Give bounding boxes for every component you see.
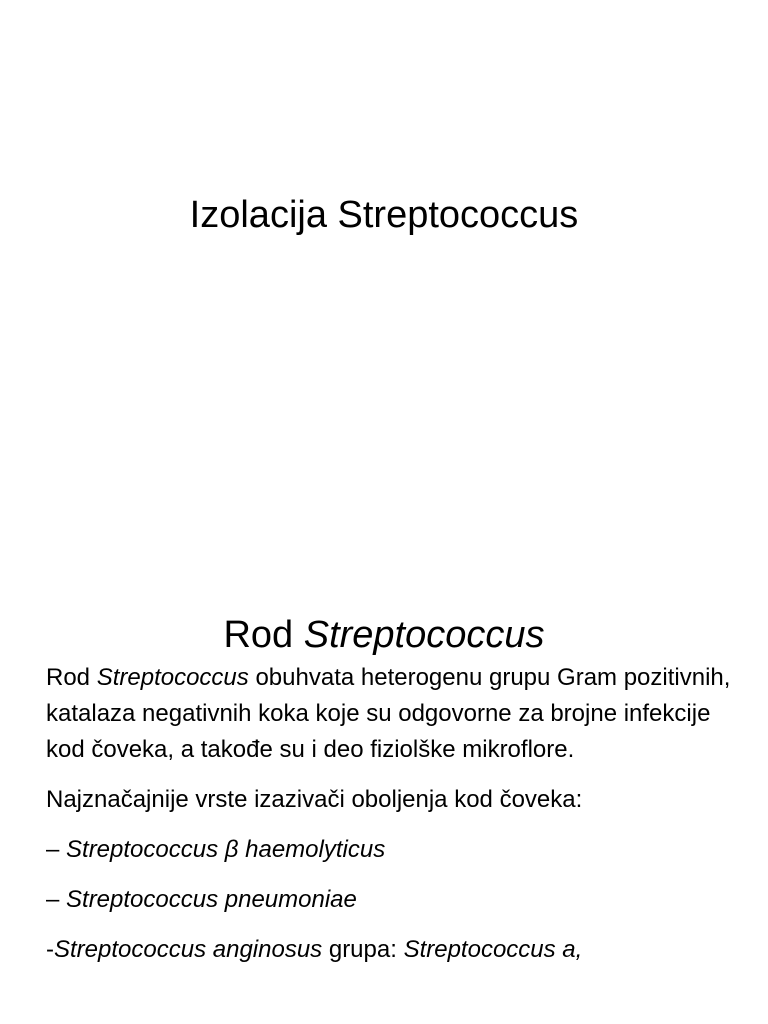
slide-2	[0, 576, 768, 1024]
slide-2-body	[46, 660, 746, 982]
species-item-3-subname: Streptococcus a,	[403, 936, 583, 963]
slide-2-title-plain: Rod	[223, 614, 304, 656]
species-heading: Najznačajnije vrste izazivači oboljenja kod čoveka:	[46, 786, 583, 813]
species-item-3-name: Streptococcus anginosus	[54, 936, 323, 963]
slide-2-title-italic: Streptococcus	[303, 614, 545, 656]
intro-prefix: Rod	[46, 664, 97, 691]
slide-2-title	[0, 612, 768, 658]
species-item-3	[46, 932, 746, 968]
species-item-2-name: Streptococcus pneumoniae	[66, 886, 357, 913]
species-item-1-name: Streptococcus β haemolyticus	[66, 836, 386, 863]
intro-paragraph	[46, 660, 746, 768]
species-item-1	[46, 832, 746, 868]
intro-genus: Streptococcus	[96, 664, 249, 691]
species-item-2	[46, 882, 746, 918]
species-item-1-dash: –	[46, 836, 67, 863]
slide-1-title: Izolacija Streptococcus	[189, 194, 579, 236]
species-item-3-dash: -	[46, 936, 54, 963]
intro-rest: obuhvata heterogenu grupu Gram pozitivnih, katalaza negativnih koka koje su odgovorne za brojne infekcije kod čoveka, a takođe su i deo fiziolške mikroflore.	[46, 664, 731, 763]
species-item-2-dash: –	[46, 886, 67, 913]
species-item-3-group: grupa:	[322, 936, 404, 963]
